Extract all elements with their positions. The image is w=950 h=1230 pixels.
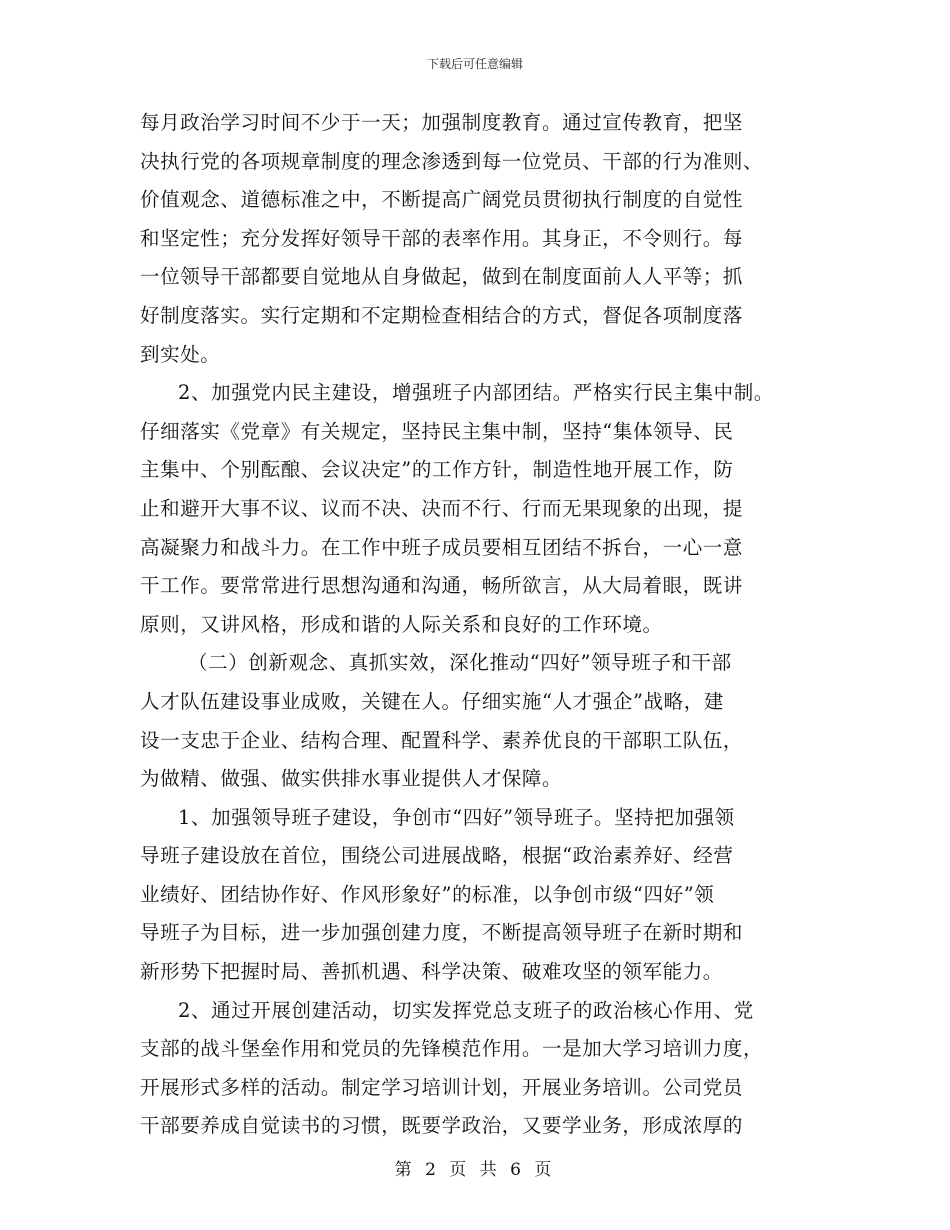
text-line: 价值观念、道德标准之中，不断提高广阔党员贯彻执行制度的自觉性 — [140, 188, 744, 212]
text-line: 和坚定性；充分发挥好领导干部的表率作用。其身正，不令则行。每 — [140, 226, 744, 250]
text-line: 干工作。要常常进行思想沟通和沟通，畅所欲言，从大局着眼，既讲 — [140, 574, 744, 598]
text-line: 仔细落实《党章》有关规定，坚持民主集中制，坚持“集体领导、民 — [140, 419, 734, 443]
text-line: 高凝聚力和战斗力。在工作中班子成员要相互团结不拆台，一心一意 — [140, 535, 744, 559]
text-line: 导班子建设放在首位，围绕公司进展战略，根据“政治素养好、经营 — [140, 844, 734, 868]
text-line: 人才队伍建设事业成败，关键在人。仔细实施“人才强企”战略，建 — [140, 689, 724, 713]
text-line: 设一支忠于企业、结构合理、配置科学、素养优良的干部职工队伍， — [140, 728, 744, 752]
page-number-footer: 第 2 页 共 6 页 — [394, 1160, 556, 1180]
section-heading-line: （二）创新观念、真抓实效，深化推动“四好”领导班子和干部 — [188, 651, 732, 675]
text-line: 业绩好、团结协作好、作风形象好”的标准，以争创市级“四好”领 — [140, 882, 715, 906]
text-line: 一位领导干部都要自觉地从自身做起，做到在制度面前人人平等；抓 — [140, 265, 744, 289]
text-line: 2、通过开展创建活动，切实发挥党总支班子的政治核心作用、党 — [178, 998, 754, 1022]
text-line: 为做精、做强、做实供排水事业提供人才保障。 — [140, 767, 563, 791]
text-line: 每月政治学习时间不少于一天；加强制度教育。通过宣传教育，把坚 — [140, 111, 744, 134]
page-header-note: 下载后可任意编辑 — [426, 57, 523, 71]
text-line: 2、加强党内民主建设，增强班子内部团结。严格实行民主集中制。 — [178, 381, 774, 405]
text-line: 到实处。 — [140, 342, 221, 366]
text-line: 支部的战斗堡垒作用和党员的先锋模范作用。一是加大学习培训力度， — [140, 1037, 764, 1061]
text-line: 干部要养成自觉读书的习惯，既要学政治，又要学业务，形成浓厚的 — [140, 1114, 744, 1138]
text-line: 导班子为目标，进一步加强创建力度，不断提高领导班子在新时期和 — [140, 921, 744, 945]
text-line: 开展形式多样的活动。制定学习培训计划，开展业务培训。公司党员 — [140, 1075, 744, 1099]
text-line: 决执行党的各项规章制度的理念渗透到每一位党员、干部的行为准则、 — [140, 149, 764, 173]
document-body — [140, 104, 820, 1146]
text-line: 新形势下把握时局、善抓机遇、科学决策、破难攻坚的领军能力。 — [140, 960, 723, 984]
text-line: 原则，又讲风格，形成和谐的人际关系和良好的工作环境。 — [140, 612, 663, 636]
text-line: 止和避开大事不议、议而不决、决而不行、行而无果现象的出现，提 — [140, 496, 744, 520]
text-line: 主集中、个别酝酿、会议决定”的工作方针，制造性地开展工作，防 — [140, 458, 734, 482]
text-line: 好制度落实。实行定期和不定期检查相结合的方式，督促各项制度落 — [140, 303, 744, 327]
text-line: 1、加强领导班子建设，争创市“四好”领导班子。坚持把加强领 — [178, 805, 735, 829]
